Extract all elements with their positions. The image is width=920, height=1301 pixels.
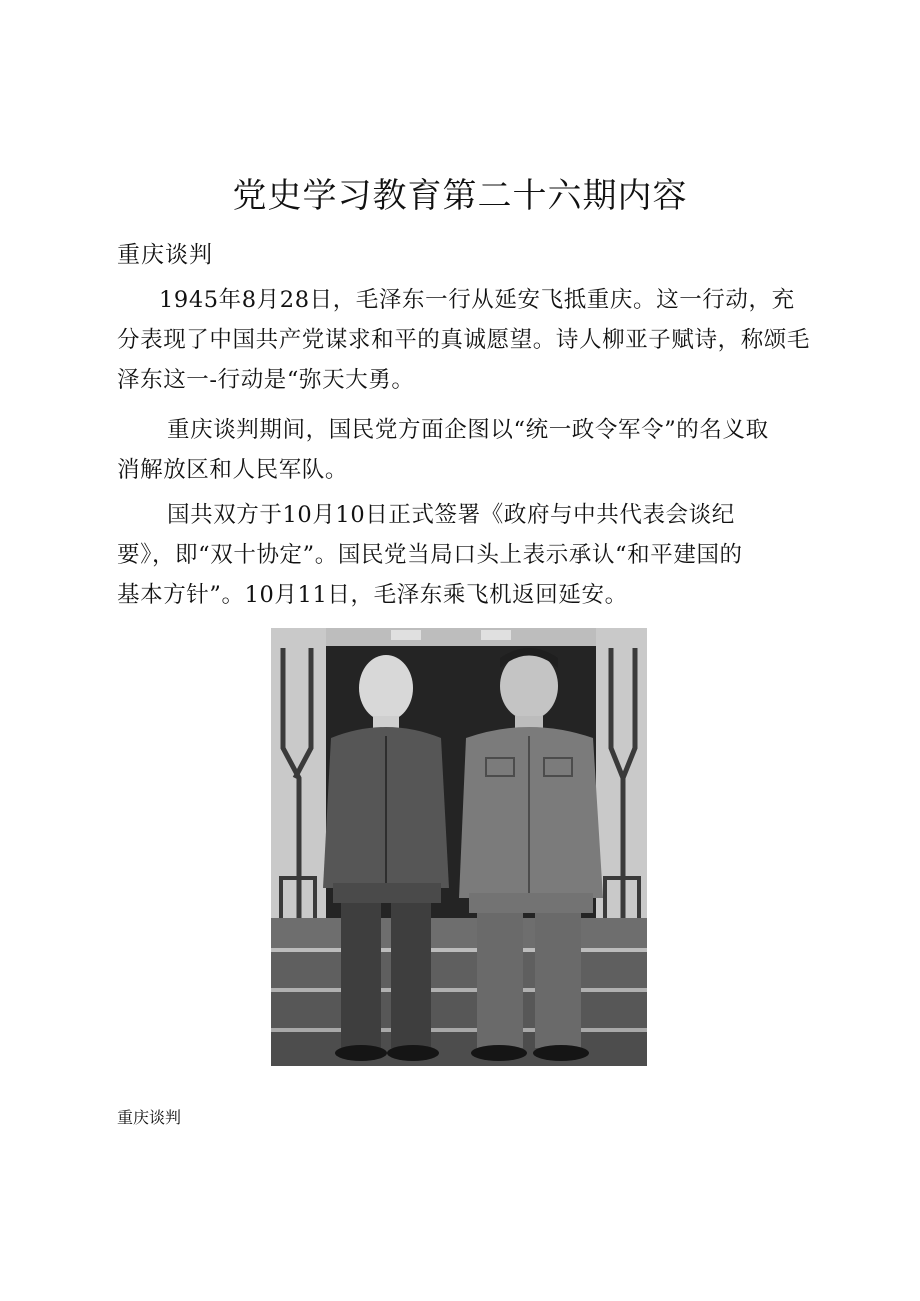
paragraph-line: 国共双方于10月10日正式签署《政府与中共代表会谈纪	[167, 502, 735, 528]
photo-illustration	[271, 628, 647, 1066]
paragraph-1	[117, 280, 811, 400]
paragraph-line: 基本方针”。10月11日，毛泽东乘飞机返回延安。	[117, 582, 628, 608]
historical-photo	[271, 628, 647, 1066]
photo-caption: 重庆谈判	[117, 1108, 182, 1127]
document-title: 党史学习教育第二十六期内容	[232, 176, 688, 216]
paragraph-line: 重庆谈判期间，国民党方面企图以“统一政令军令”的名义取	[167, 417, 769, 443]
paragraph-line: 消解放区和人民军队。	[117, 457, 349, 483]
section-heading: 重庆谈判	[117, 242, 213, 268]
paragraph-line: 1945年8月28日，毛泽东一行从延安飞抵重庆。这一行动，充	[159, 287, 795, 313]
paragraph-line: 分表现了中国共产党谋求和平的真诚愿望。诗人柳亚子赋诗，称颂毛	[117, 327, 811, 353]
paragraph-line: 泽东这一-行动是“弥天大勇。	[117, 367, 415, 393]
paragraph-line: 要》，即“双十协定”。国民党当局口头上表示承认“和平建国的	[117, 542, 743, 568]
paragraph-2	[117, 410, 807, 490]
paragraph-3	[117, 495, 807, 615]
